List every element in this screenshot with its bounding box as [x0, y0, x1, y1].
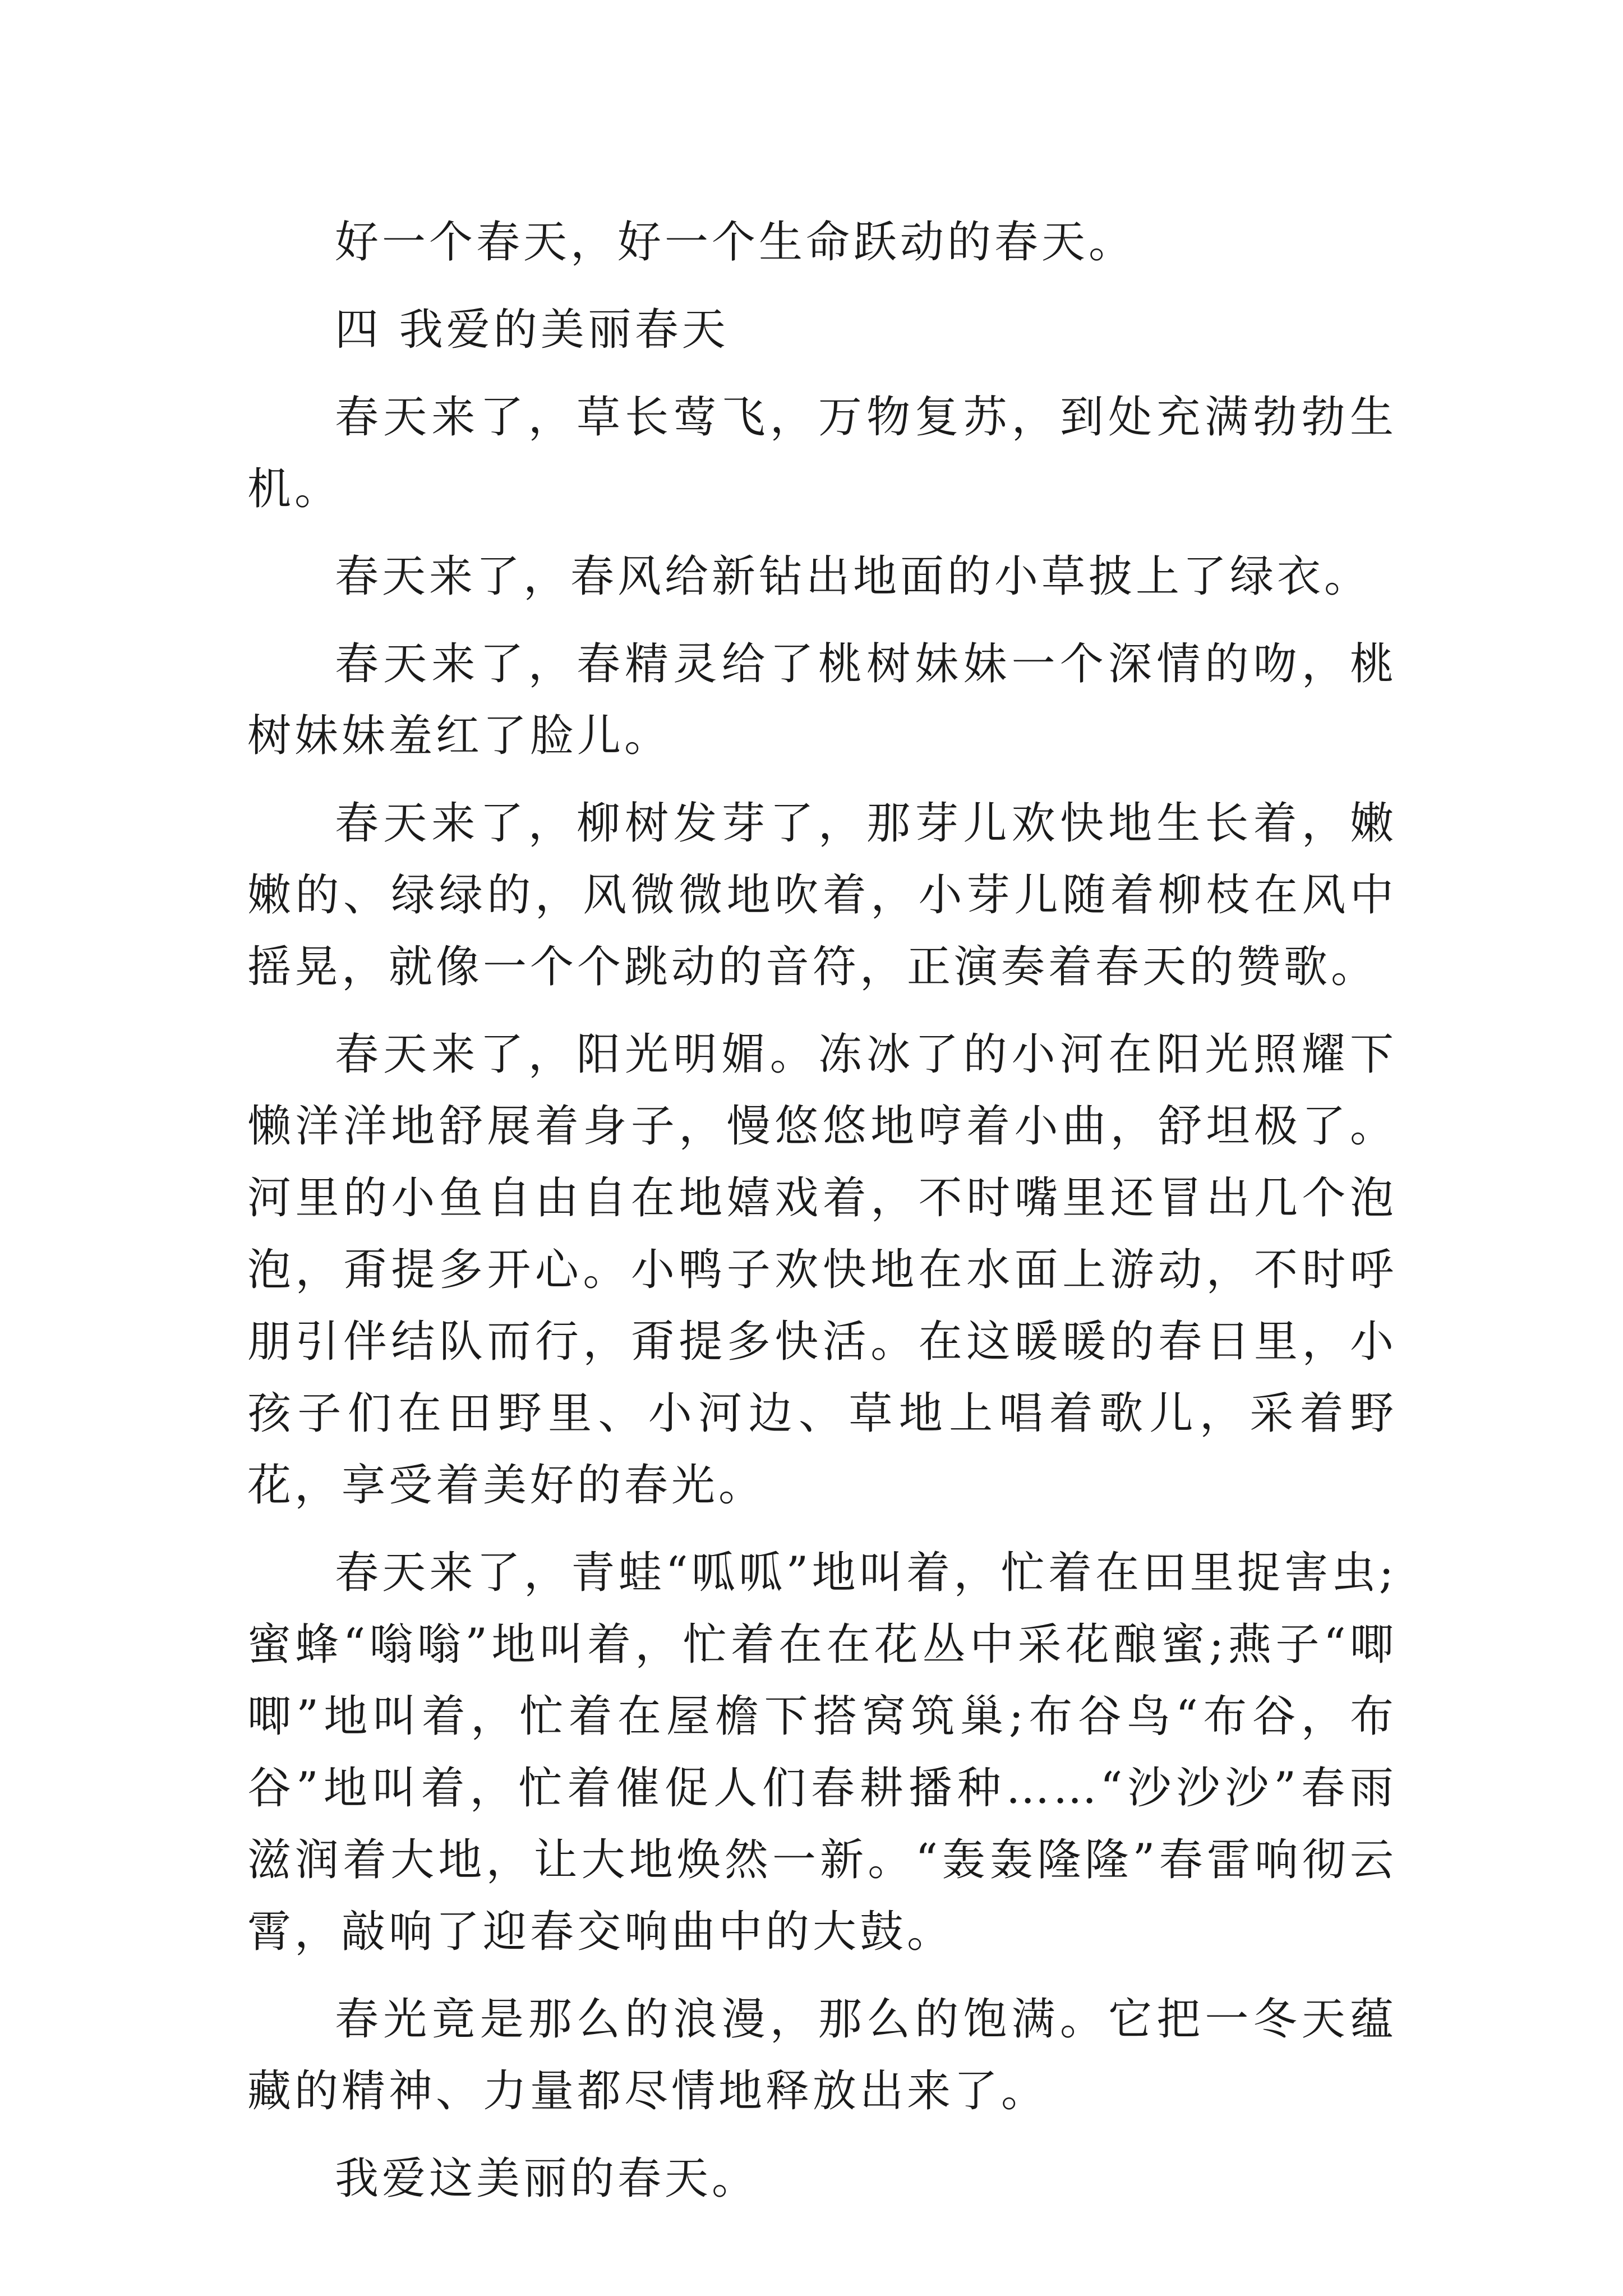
paragraph: 好一个春天，好一个生命跃动的春天。 [335, 217, 1136, 268]
paragraph: 春天来了，青蛙“呱呱”地叫着，忙着在田里捉害虫;蜜蜂“嗡嗡”地叫着，忙着在在花丛中采花酿蜜;燕子“唧唧”地叫着，忙着在屋檐下搭窝筑巢;布谷鸟“布谷，布谷”地叫着，忙着催促人们春耕播种……“沙沙沙”春雨滋润着大地，让大地焕然一新。“轰轰隆隆”春雷响彻云霄，敲响了迎春交响曲中的大鼓。 [247, 1548, 1397, 1957]
paragraph: 春天来了，草长莺飞，万物复苏，到处充满勃勃生机。 [247, 392, 1397, 514]
paragraph: 春天来了，柳树发芽了，那芽儿欢快地生长着，嫩嫩的、绿绿的，风微微地吹着，小芽儿随着柳枝在风中摇晃，就像一个个跳动的音符，正演奏着春天的赞歌。 [247, 798, 1397, 992]
paragraph: 春天来了，春风给新钻出地面的小草披上了绿衣。 [335, 551, 1372, 602]
paragraph: 春天来了，阳光明媚。冻冰了的小河在阳光照耀下懒洋洋地舒展着身子，慢悠悠地哼着小曲，舒坦极了。河里的小鱼自由自在地嬉戏着，不时嘴里还冒出几个泡泡，甭提多开心。小鸭子欢快地在水面上游动，不时呼朋引伴结队而行，甭提多快活。在这暖暖的春日里，小孩子们在田野里、小河边、草地上唱着歌儿，采着野花，享受着美好的春光。 [247, 1029, 1397, 1511]
document-body [247, 206, 1397, 2230]
paragraph: 春天来了，春精灵给了桃树妹妹一个深情的吻，桃树妹妹羞红了脸儿。 [247, 639, 1397, 761]
paragraph: 春光竟是那么的浪漫，那么的饱满。它把一冬天蕴藏的精神、力量都尽情地释放出来了。 [247, 1994, 1397, 2116]
paragraph: 我爱这美丽的春天。 [335, 2154, 759, 2204]
section-heading: 四 我爱的美丽春天 [335, 305, 729, 355]
